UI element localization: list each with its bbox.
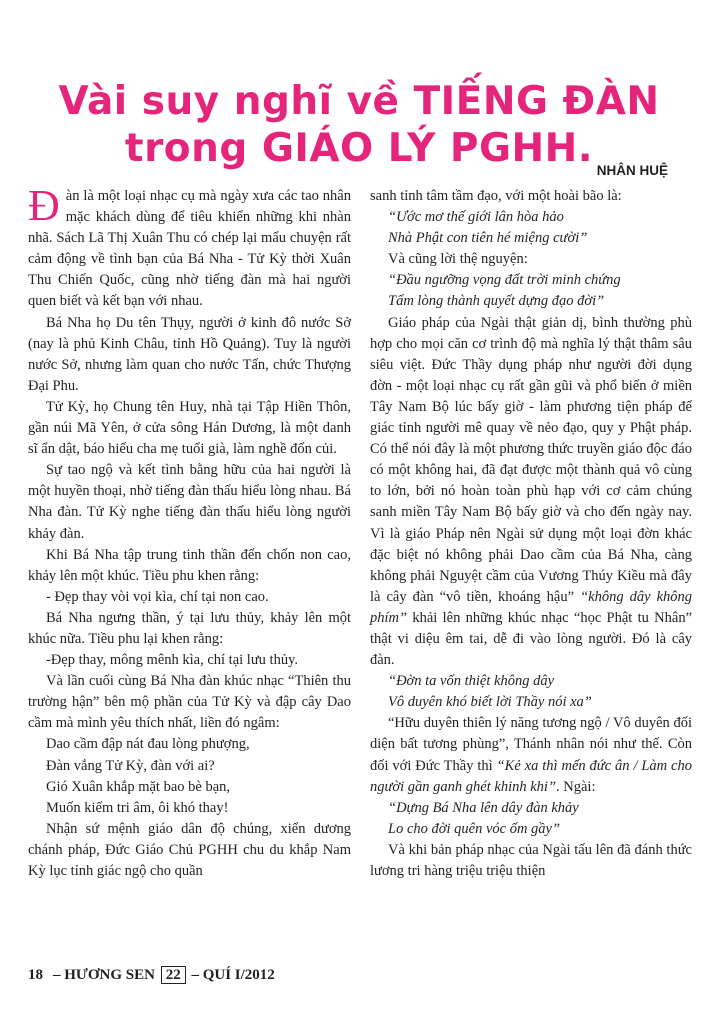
- paragraph: Tử Kỳ, họ Chung tên Huy, nhà tại Tập Hiền Thôn, gần núi Mã Yên, ở cửa sông Hán Dương, là một danh sĩ ẩn dật, báo hiếu cha mẹ tuổi già, làm nghề đốn củi.: [28, 398, 351, 458]
- poem-line: Nhà Phật con tiên hé miệng cười”: [388, 230, 588, 247]
- paragraph-text: “Hữu duyên thiên lý năng tương ngộ / Vô duyên đối diện bất tương phùng”, Thánh nhân nói như thế. Còn đối với Đức Thầy thì: [370, 715, 692, 774]
- paragraph: [370, 713, 692, 797]
- poem-line: Muốn kiếm tri âm, ôi khó thay!: [46, 799, 229, 816]
- paragraph: Và cũng lời thệ nguyện:: [388, 251, 528, 268]
- issue-period: – QUÍ I/2012: [191, 967, 275, 983]
- quote-italic: “không dây không phím”: [370, 588, 693, 626]
- article-title-line-1: Vài suy nghĩ về TIẾNG ĐÀN: [58, 79, 660, 124]
- paragraph: [370, 313, 692, 672]
- poem-line: “Ước mơ thế giới lân hòa hảo: [388, 209, 564, 226]
- paragraph: Bá Nha ngưng thần, ý tại lưu thủy, khảy lên một khúc nữa. Tiều phu lại khen rằng:: [28, 609, 351, 647]
- poem-line: “Đầu ngưỡng vọng đất trời minh chứng: [388, 272, 621, 289]
- left-column: [28, 181, 351, 882]
- paragraph: Bá Nha họ Du tên Thụy, người ở kinh đô nước Sở (nay là phủ Kinh Châu, tỉnh Hồ Quảng). Tuy là người nước Sở, nhưng làm quan cho nước Tấn, chức Thượng Đại Phu.: [28, 314, 351, 394]
- poem-line: Đàn vắng Tử Kỳ, đàn với ai?: [46, 757, 215, 774]
- author-name: NHÂN HUỆ: [596, 163, 668, 178]
- paragraph-text: khải lên những khúc nhạc “học Phật tu Nhân” thật vi diệu êm tai, dễ đi vào lòng người. Đó là cây đàn.: [370, 609, 693, 669]
- paragraph: - Đẹp thay vòi vọi kìa, chí tại non cao.: [46, 588, 269, 605]
- right-column: [370, 186, 692, 882]
- paragraph: Và lần cuối cùng Bá Nha đàn khúc nhạc “Thiên thu trường hận” bên mộ phần của Tử Kỳ và đập cây Dao cầm mà mình yêu thích nhất, liền đó ngâm:: [28, 673, 351, 732]
- paragraph-text: . Ngài:: [556, 778, 596, 795]
- page-footer: [28, 966, 275, 984]
- magazine-name: – HƯƠNG SEN: [53, 967, 155, 983]
- paragraph: Sự tao ngộ và kết tình bằng hữu của hai người là một huyền thoại, nhờ tiếng đàn thấu hiểu lòng nhau. Bá Nha đàn. Tử Kỳ nghe tiếng đàn thấu hiểu lòng người khảy đàn.: [28, 462, 351, 542]
- poem-line: Dao cầm đập nát đau lòng phượng,: [46, 736, 250, 753]
- paragraph: Nhận sứ mệnh giáo dân độ chúng, xiển dương chánh pháp, Đức Giáo Chủ PGHH chu du khắp Nam Kỳ lục tỉnh giác ngộ cho quần: [28, 820, 351, 879]
- page-number: 18: [28, 967, 43, 983]
- poem-line: Tấm lòng thành quyết dựng đạo đời”: [388, 293, 605, 310]
- poem-line: Vô duyên khó biết lời Thầy nói xa”: [388, 694, 592, 711]
- poem-line: Lo cho đời quên vóc ốm gầy”: [388, 820, 561, 837]
- article-title: [0, 78, 718, 172]
- paragraph: -Đẹp thay, mông mênh kìa, chí tại lưu thủy.: [46, 652, 299, 669]
- paragraph-text: Giáo pháp của Ngài thật giản dị, bình thường phù hợp cho mọi căn cơ trình độ mà nghĩa lý thật thâm sâu siêu việt. Đức Thầy dụng pháp như người đời dụng đờn - một loại nhạc cụ rất gần gũi và phổ biến ở miền Tây Nam Bộ lúc bấy giờ - làm phương tiện pháp để giác tỉnh người mê quay về nẻo đạo, quy y Phật pháp. Có thể nói đây là một phương thức truyền giáo độc đáo có một không hai, đã đạt được một thành quả vô cùng to lớn, bởi nó hoàn toàn phù hạp với cơ cảm chúng sanh miền Tây Nam Bộ bấy giờ và cho đến ngày nay. Vì là giáo Pháp nên Ngài sử dụng một loại đờn khác đặc biệt nó không phải Dao cầm của Bá Nha, càng không phải Nguyệt cầm của Vương Thúy Kiều mà đây là cây đàn “vô tiền, khoáng hậu”: [370, 314, 692, 605]
- paragraph: [28, 181, 351, 313]
- paragraph: sanh tỉnh tâm tầm đạo, với một hoài bão là:: [370, 188, 622, 204]
- paragraph-text: àn là một loại nhạc cụ mà ngày xưa các tao nhân mặc khách dùng để tiêu khiển những khi nhàn nhã. Sách Lã Thị Xuân Thu có chép lại mẩu chuyện rất cảm động về tình bạn của Bá Nha - Tử Kỳ thời Xuân Thu Chiến Quốc, cũng nhờ tiếng đàn mà hai người quen biết và kết bạn với nhau.: [28, 188, 351, 310]
- poem-line: “Dựng Bá Nha lên dây đàn khảy: [388, 799, 579, 816]
- poem-line: “Đờn ta vốn thiệt không dây: [388, 673, 555, 690]
- paragraph: Và khi bản pháp nhạc của Ngài tấu lên đã đánh thức lương tri hàng triệu triệu thiện: [370, 841, 692, 879]
- issue-number: 22: [161, 966, 186, 984]
- drop-cap: Đ: [28, 181, 60, 230]
- paragraph: Khi Bá Nha tập trung tinh thần đến chốn non cao, khảy lên một khúc. Tiều phu khen rằng:: [28, 546, 351, 584]
- article-title-line-2: trong GIÁO LÝ PGHH.: [124, 126, 594, 171]
- poem-line: Gió Xuân khắp mặt bao bè bạn,: [46, 778, 231, 795]
- quote-italic: “Kẻ xa thì mến đức ân / Làm cho người gần ganh ghét khinh khi”: [370, 757, 692, 795]
